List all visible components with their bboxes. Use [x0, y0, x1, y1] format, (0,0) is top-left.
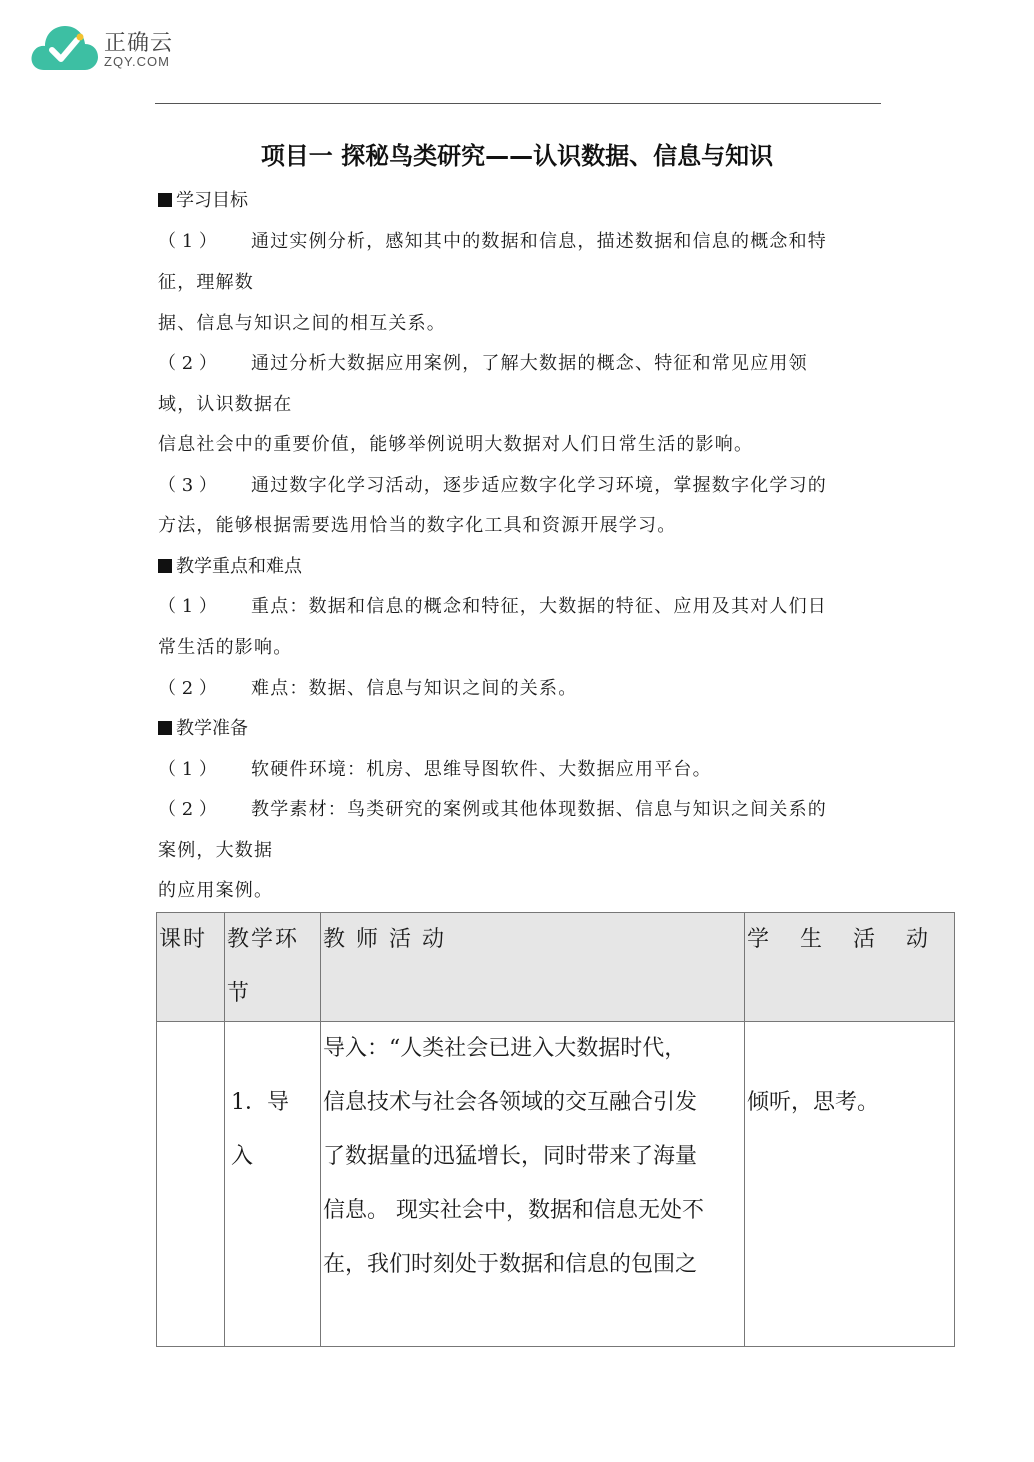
square-bullet-icon	[158, 721, 172, 735]
teacher-activity-line: 导入：“人类社会已进入大数据时代，	[323, 1036, 687, 1061]
teacher-activity-line: 信息。 现实社会中，数据和信息无处不	[323, 1198, 704, 1223]
prep-item-2-line-2: 案例，大数据	[158, 840, 274, 861]
goal-item-1-line-2: 征，理解数	[158, 272, 254, 293]
goal-item-1-line-1: （ 1 ） 通过实例分析，感知其中的数据和信息，描述数据和信息的概念和特	[158, 231, 827, 252]
key-point-item-2-line-1: （ 2 ） 难点：数据、信息与知识之间的关系。	[158, 678, 578, 699]
section-heading-preparation: 教学准备	[158, 718, 248, 740]
section-heading-goals: 学习目标	[158, 190, 248, 212]
header-divider	[155, 103, 881, 104]
table-row	[157, 1022, 955, 1347]
table-header-row	[157, 913, 955, 1022]
logo	[30, 20, 180, 80]
teacher-activity-line: 在，我们时刻处于数据和信息的包围之	[323, 1252, 698, 1277]
header-teacher-activity: 教 师 活 动	[321, 913, 745, 1022]
header-period: 课时	[157, 913, 225, 1022]
section-heading-key-points: 教学重点和难点	[158, 556, 302, 578]
square-bullet-icon	[158, 559, 172, 573]
header-student-activity: 学 生 活 动	[745, 913, 955, 1022]
prep-item-2-line-3: 的应用案例。	[158, 880, 274, 901]
brand-domain: ZQY.COM	[104, 54, 170, 69]
prep-item-1-line-1: （ 1 ） 软硬件环境：机房、思维导图软件、大数据应用平台。	[158, 759, 712, 780]
cell-period	[157, 1022, 225, 1347]
goal-item-2-line-2: 域，认识数据在	[158, 394, 293, 415]
key-point-item-1-line-1: （ 1 ） 重点：数据和信息的概念和特征，大数据的特征、应用及其对人们日	[158, 596, 827, 617]
cell-teacher-activity	[321, 1022, 745, 1347]
lesson-plan-table	[156, 912, 955, 1347]
goal-item-2-line-1: （ 2 ） 通过分析大数据应用案例，了解大数据的概念、特征和常见应用领	[158, 353, 808, 374]
header-stage: 教学环 节	[225, 913, 321, 1022]
prep-item-2-line-1: （ 2 ） 教学素材：鸟类研究的案例或其他体现数据、信息与知识之间关系的	[158, 799, 827, 820]
goal-item-3-line-1: （ 3 ） 通过数字化学习活动，逐步适应数字化学习环境，掌握数字化学习的	[158, 475, 827, 496]
cell-student-activity: 倾听，思考。	[745, 1022, 955, 1347]
cloud-check-icon	[30, 20, 100, 74]
page-title: 项目一 探秘鸟类研究——认识数据、信息与知识	[260, 142, 774, 170]
teacher-activity-line: 信息技术与社会各领域的交互融合引发	[323, 1090, 698, 1115]
key-point-item-1-line-2: 常生活的影响。	[158, 637, 293, 658]
goal-item-2-line-3: 信息社会中的重要价值，能够举例说明大数据对人们日常生活的影响。	[158, 434, 754, 455]
teacher-activity-line: 了数据量的迅猛增长，同时带来了海量	[323, 1144, 698, 1169]
cell-stage: 1．导 入	[225, 1022, 321, 1347]
square-bullet-icon	[158, 193, 172, 207]
brand-name: 正确云	[104, 31, 174, 56]
goal-item-1-line-3: 据、信息与知识之间的相互关系。	[158, 313, 446, 334]
goal-item-3-line-2: 方法，能够根据需要选用恰当的数字化工具和资源开展学习。	[158, 515, 677, 536]
